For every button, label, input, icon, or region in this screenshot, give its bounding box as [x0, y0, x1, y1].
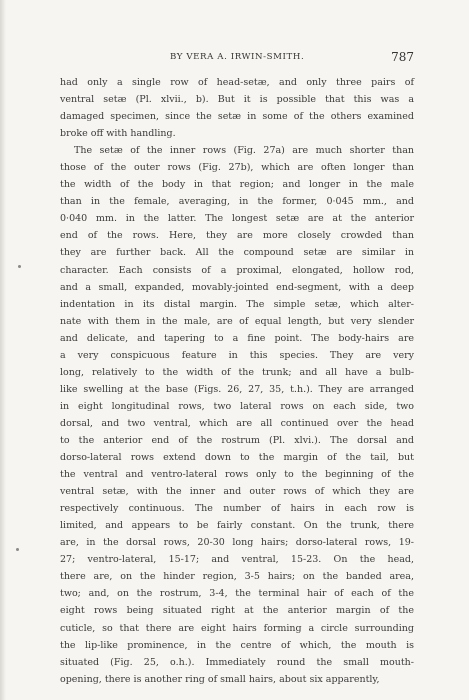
text-line: cuticle, so that there are eight hairs forming a circle surrounding: [60, 622, 414, 634]
page-binding-edge: [0, 0, 6, 700]
text-line: respectively continuous. The number of hairs in each row is: [60, 503, 414, 515]
text-line: are, in the dorsal rows, 20-30 long hairs; dorso-lateral rows, 19-: [60, 537, 414, 549]
text-line: broke off with handling.: [60, 128, 176, 140]
text-line: a very conspicuous feature in this species. They are very: [60, 349, 414, 361]
text-line: the ventral and ventro-lateral rows only to the beginning of the: [60, 469, 414, 481]
text-line: two; and, on the rostrum, 3-4, the terminal hair of each of the: [60, 588, 414, 600]
page-number: 787: [391, 50, 414, 64]
text-line: opening, there is another ring of small hairs, about six apparently,: [60, 673, 380, 685]
text-line: nate with them in the male, are of equal length, but very slender: [60, 315, 414, 327]
text-line: situated (Fig. 25, o.h.). Immediately round the small mouth-: [60, 656, 414, 668]
text-line: those of the outer rows (Fig. 27b), which are often longer than: [60, 162, 414, 174]
text-line: they are further back. All the compound setæ are similar in: [60, 247, 414, 259]
text-line: end of the rows. Here, they are more closely crowded than: [60, 230, 414, 242]
scan-speck: [16, 548, 19, 551]
text-line: and delicate, and tapering to a fine point. The body-hairs are: [60, 332, 414, 344]
text-line: had only a single row of head-setæ, and only three pairs of: [60, 77, 414, 88]
text-line: dorsal, and two ventral, which are all continued over the head: [60, 417, 414, 429]
text-line: ventral setæ (Pl. xlvii., b). But it is possible that this was a: [60, 94, 414, 106]
text-line: the lip-like prominence, in the centre of which, the mouth is: [60, 639, 414, 651]
body-text: [60, 74, 414, 688]
text-line: long, relatively to the width of the trunk; and all have a bulb-: [60, 366, 414, 378]
text-line: there are, on the hinder region, 3-5 hairs; on the banded area,: [60, 571, 414, 583]
scan-speck: [18, 265, 21, 268]
text-line: the width of the body in that region; and longer in the male: [60, 179, 414, 191]
text-line: indentation in its distal margin. The simple setæ, which alter-: [60, 298, 414, 310]
text-line: eight rows being situated right at the anterior margin of the: [60, 605, 414, 617]
text-line: damaged specimen, since the setæ in some of the others examined: [60, 111, 414, 123]
text-line: in eight longitudinal rows, two lateral rows on each side, two: [60, 400, 414, 412]
text-line: The setæ of the inner rows (Fig. 27a) are much shorter than: [74, 145, 414, 157]
page-header: [60, 52, 414, 66]
text-line: 27; ventro-lateral, 15-17; and ventral, 15-23. On the head,: [60, 554, 414, 566]
text-line: and a small, expanded, movably-jointed end-segment, with a deep: [60, 281, 414, 293]
text-line: dorso-lateral rows extend down to the margin of the tail, but: [60, 452, 414, 464]
text-line: character. Each consists of a proximal, elongated, hollow rod,: [60, 264, 414, 276]
text-line: like swelling at the base (Figs. 26, 27, 35, t.h.). They are arranged: [60, 383, 414, 395]
text-line: to the anterior end of the rostrum (Pl. xlvi.). The dorsal and: [60, 434, 414, 446]
text-line: limited, and appears to be fairly constant. On the trunk, there: [60, 520, 414, 532]
running-head: BY VERA A. IRWIN-SMITH.: [170, 52, 305, 62]
text-line: than in the female, averaging, in the former, 0·045 mm., and: [60, 196, 414, 208]
text-line: ventral setæ, with the inner and outer rows of which they are: [60, 486, 414, 498]
text-line: 0·040 mm. in the latter. The longest setæ are at the anterior: [60, 213, 414, 225]
